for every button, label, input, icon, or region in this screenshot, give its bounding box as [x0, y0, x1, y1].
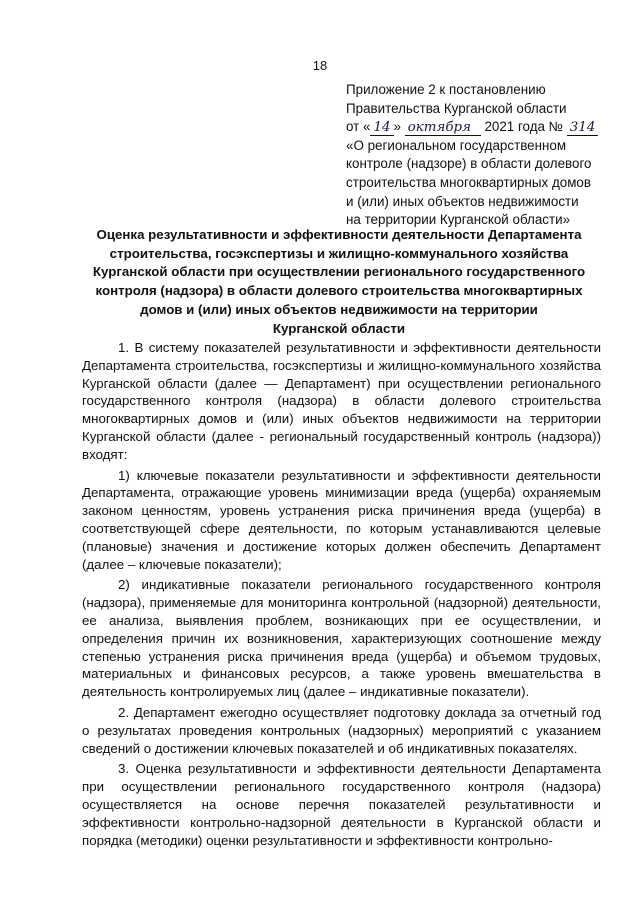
date-prefix: от «: [346, 119, 371, 135]
title-line: строительства, госэкспертизы и жилищно-коммунального хозяйства: [109, 245, 569, 261]
paragraph-1: 1. В систему показателей результативности и эффективности деятельности Департамента строительства, госэкспертизы и жилищно-коммунального хозяйства Курганской области (далее — Департамент) при осуществлении регионального государственного контроля (надзора) в области долевого строительства многоквартирных домов и (или) иных объектов недвижимости на территории Курганской области (далее - региональный государственный контроль (надзора)) входят:: [82, 340, 601, 462]
title-line: контроля (надзора) в области долевого строительства многоквартирных: [95, 283, 583, 299]
appendix-line: строительства многоквартирных домов: [346, 174, 591, 190]
appendix-header: [346, 81, 614, 230]
page-number: 18: [312, 58, 328, 73]
appendix-line: Приложение 2 к постановлению: [346, 82, 546, 97]
document-body: [82, 339, 601, 852]
paragraph-3: 3. Оценка результативности и эффективности деятельности Департамента при осуществлении регионального государственного контроля (надзора) осуществляется на основе перечня показателей результативности и эффективности контрольно-надзорной деятельности в Курганской области и порядка (методики) оценки результативности и эффективности контрольно-: [82, 761, 601, 848]
appendix-line: «О региональном государственном: [346, 137, 567, 153]
appendix-line: контроле (надзоре) в области долевого: [346, 156, 592, 172]
title-line: Курганской области при осуществлении регионального государственного: [92, 264, 586, 280]
paragraph-2: 2. Департамент ежегодно осуществляет подготовку доклада за отчетный год о результатах проведения контрольных (надзорных) мероприятий с указанием сведений о достижении ключевых показателей и об индикативных показателях.: [82, 704, 601, 756]
handwritten-month: октября: [405, 120, 481, 136]
handwritten-day: 14: [370, 120, 393, 136]
appendix-date-line: [346, 118, 614, 137]
date-mid: »: [393, 119, 401, 135]
title-line: Оценка результативности и эффективности деятельности Департамента: [96, 227, 582, 242]
title-line: домов и (или) иных объектов недвижимости на территории: [140, 301, 538, 317]
title-line: Курганской области: [272, 320, 406, 336]
appendix-line: и (или) иных объектов недвижимости: [346, 193, 579, 209]
paragraph-1-item-2: 2) индикативные показатели регионального государственного контроля (надзора), применяемые для мониторинга контрольной (надзорной) деятельности, ее анализа, выявления проблем, возникающих при ее осуществлении, и определения причин их возникновения, характеризующих соотношение между степенью устранения риска причинения вреда (ущерба) и объемом трудовых, материальных и финансовых ресурсов, а также уровень вмешательства в деятельность контролируемых лиц (далее – индикативные показатели).: [82, 577, 601, 700]
document-title: [74, 226, 604, 338]
appendix-line: Правительства Курганской области: [346, 100, 567, 116]
paragraph-1-item-1: 1) ключевые показатели результативности и эффективности деятельности Департамента, отражающие уровень минимизации вреда (ущерба) охраняемым законом ценностям, уровень устранения риска причинения вреда (ущерба) в соответствующей сфере деятельности, по которым устанавливаются целевые (плановые) значения и достижение которых должен обеспечить Департамент (далее – ключевые показатели);: [82, 467, 601, 572]
appendix-line: на территории Курганской области»: [346, 212, 571, 228]
handwritten-number: 314: [567, 120, 599, 136]
date-year: 2021 года №: [484, 119, 564, 135]
